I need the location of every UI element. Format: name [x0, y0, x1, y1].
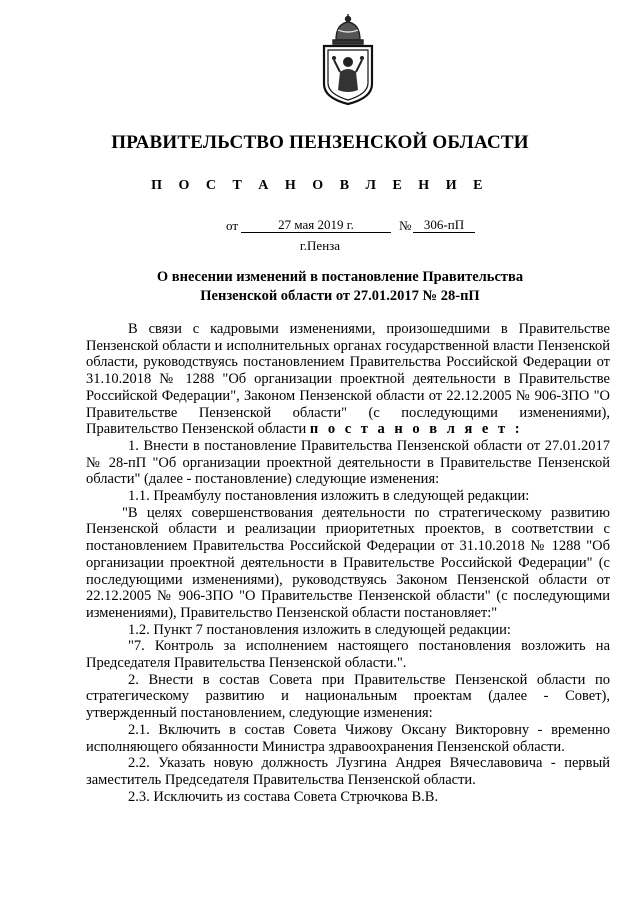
- body-paragraph: "В целях совершенствования деятельности по стратегическому развитию Пензенской области и реализации приоритетных проектов, в соответствии с постановлением Правительства Российской Федерации от 31.10.2018 № 1288 "Об организации проектной деятельности в Правительстве Российской Федерации" (с последующими изменениями), руководствуясь Законом Пензенской области от 22.12.2005 № 906-ЗПО "О Правительстве Пензенской области" (с последующими изменениями), Правительство Пензенской области постановляет:": [86, 504, 610, 621]
- city-name: г.Пенза: [299, 238, 341, 253]
- body-paragraph: 2. Внести в состав Совета при Правительстве Пензенской области по стратегическому развитию и национальным проектам (далее - Совет), утвержденный постановлением, следующие изменения:: [86, 671, 610, 722]
- subject-line: Пензенской области от 27.01.2017 № 28-пП: [200, 288, 480, 304]
- document-subject: [120, 268, 560, 306]
- body-paragraph: 1. Внести в постановление Правительства Пензенской области от 27.01.2017 № 28-пП "Об организации проектной деятельности в Правительстве Пензенской области" (далее - постановление) следующие изменения:: [86, 437, 610, 488]
- organization-title: ПРАВИТЕЛЬСТВО ПЕНЗЕНСКОЙ ОБЛАСТИ: [111, 132, 529, 153]
- coat-of-arms-emblem: [316, 14, 380, 106]
- body-paragraph: 2.1. Включить в состав Совета Чижову Оксану Викторовну - временно исполняющего обязанности Министра здравоохранения Пензенской области.: [86, 721, 610, 755]
- body-paragraph: 1.2. Пункт 7 постановления изложить в следующей редакции:: [128, 621, 511, 638]
- number-prefix: №: [399, 218, 412, 233]
- body-paragraph: "7. Контроль за исполнением настоящего постановления возложить на Председателя Правительства Пензенской области.".: [86, 638, 610, 672]
- body-paragraph: 2.2. Указать новую должность Лузгина Андрея Вячеславовича - первый заместитель Председателя Правительства Пензенской области.: [86, 755, 610, 788]
- resolves-keyword: п о с т а н о в л я е т :: [309, 421, 523, 438]
- document-body: [86, 321, 610, 805]
- subject-line: О внесении изменений в постановление Правительства: [156, 269, 524, 285]
- document-date: 27 мая 2019 г.: [241, 218, 391, 233]
- document-number: 306-пП: [413, 218, 475, 233]
- body-paragraph: 1.1. Преамбулу постановления изложить в следующей редакции:: [128, 488, 530, 505]
- paragraph-text: В связи с кадровыми изменениями, произошедшими в Правительстве Пензенской области и исполнительных органах государственной власти Пензенской области, руководствуясь постановлением Правительства Российской Федерации от 31.10.2018 № 1288 "Об организации проектной деятельности в Правительстве Российской Федерации", Законом Пензенской области от 22.12.2005 № 906-ЗПО "О Правительстве Пензенской области" (с последующими изменениями), Правительство Пензенской области: [86, 321, 610, 438]
- body-paragraph: 2.3. Исключить из состава Совета Стрючкова В.В.: [128, 788, 439, 805]
- body-paragraph: [86, 321, 610, 438]
- date-prefix: от: [226, 218, 239, 233]
- document-type: П О С Т А Н О В Л Е Н И Е: [151, 178, 489, 193]
